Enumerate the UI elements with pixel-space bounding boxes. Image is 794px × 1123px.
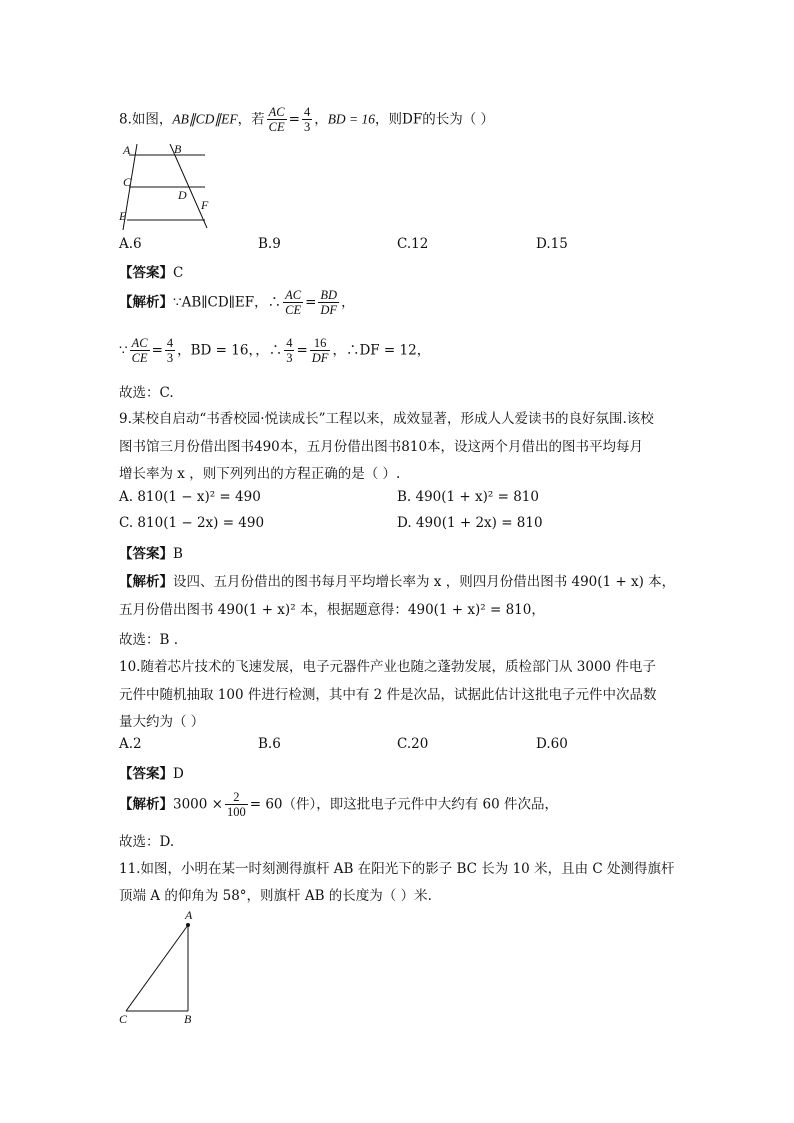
q8-analysis-1: 【解析】∵AB∥CD∥EF，∴ $\frac{AC}{CE}$ = $\frac{BD}{DF}$ ，	[119, 288, 355, 318]
q9-stem-3: 增长率为 x ，则下列列出的方程正确的是（ ）.	[119, 466, 401, 482]
q10-option-d: D.60	[536, 736, 568, 752]
q9-option-a: A. 810(1 − x)² = 490	[119, 489, 261, 505]
fig11-point-a	[186, 923, 190, 927]
q9-answer: 【答案】B	[119, 546, 183, 562]
q10-analysis: 【解析】3000 × $\frac{2}{100}$ = 60（件），即这批电子元件中大约有 60 件次品，	[119, 790, 559, 820]
q8-option-b: B.9	[258, 236, 281, 252]
q8-choose: 故选：C.	[119, 385, 174, 401]
q9-stem-1: 9.某校自启动“书香校园·悦读成长”工程以来，成效显著，形成人人爱读书的良好氛围.该校	[119, 411, 654, 427]
q8-rhs-fraction: $\frac{4}{3}$	[303, 105, 311, 135]
q8-stem: 8.如图，AB∥CD∥EF，若 $\frac{AC}{CE}$ = $\frac{4}{3}$ ，BD = 16，则DF的长为（ ）	[119, 105, 495, 135]
q9-option-c: C. 810(1 − 2x) = 490	[119, 515, 265, 531]
q8-option-d: D.15	[536, 236, 568, 252]
q9-stem-2: 图书馆三月份借出图书490本，五月份借出图书810本，设这两个月借出的图书平均每月	[119, 439, 644, 455]
q10-stem-1: 10.随着芯片技术的飞速发展，电子元器件产业也随之蓬勃发展，质检部门从 3000 件电子	[119, 659, 656, 675]
q9-analysis-2: 五月份借出图书 490(1 + x)² 本，根据题意得：490(1 + x)² = 810，	[119, 602, 545, 618]
q8-figure	[115, 140, 215, 232]
q8-analysis-2: ∵ $\frac{AC}{CE}$ = $\frac{4}{3}$ ，BD = 16，，∴ $\frac{4}{3}$ = $\frac{16}{DF}$ ，∴DF = 12，	[119, 336, 431, 366]
q8-option-c: C.12	[397, 236, 429, 252]
q8-answer: 【答案】C	[119, 265, 184, 281]
fig8-label-d: D	[178, 188, 187, 202]
q8-option-a: A.6	[119, 236, 142, 252]
fig11-label-c: C	[119, 1012, 128, 1026]
q9-choose: 故选：B .	[119, 632, 179, 648]
q9-analysis-1: 【解析】设四、五月份借出的图书每月平均增长率为 x ，则四月份借出图书 490(1 + x) 本，	[119, 574, 676, 590]
q11-stem-2: 顶端 A 的仰角为 58°，则旗杆 AB 的长度为（ ）米.	[119, 888, 432, 904]
q10-choose: 故选：D.	[119, 834, 175, 850]
fig8-label-a: A	[123, 143, 131, 157]
q10-option-a: A.2	[119, 736, 142, 752]
fig11-label-b: B	[184, 1012, 192, 1026]
q11-figure	[112, 905, 202, 1027]
q8-fraction: $\frac{AC}{CE}$	[268, 105, 285, 135]
q9-option-b: B. 490(1 + x)² = 810	[397, 489, 539, 505]
q10-answer: 【答案】D	[119, 766, 184, 782]
q10-option-c: C.20	[397, 736, 429, 752]
fig11-label-a: A	[185, 908, 193, 922]
q9-option-d: D. 490(1 + 2x) = 810	[397, 515, 543, 531]
q10-option-b: B.6	[258, 736, 281, 752]
fig8-label-f: F	[201, 198, 209, 212]
q10-stem-2: 元件中随机抽取 100 件进行检测，其中有 2 件是次品，试据此估计这批电子元件中次品数	[119, 687, 657, 703]
q11-stem-1: 11.如图，小明在某一时刻测得旗杆 AB 在阳光下的影子 BC 长为 10 米，且由 C 处测得旗杆	[119, 861, 675, 877]
q10-stem-3: 量大约为（ ）	[119, 714, 205, 730]
fig8-label-c: C	[123, 175, 132, 189]
fig8-label-b: B	[174, 142, 182, 156]
fig8-label-e: E	[119, 209, 127, 223]
